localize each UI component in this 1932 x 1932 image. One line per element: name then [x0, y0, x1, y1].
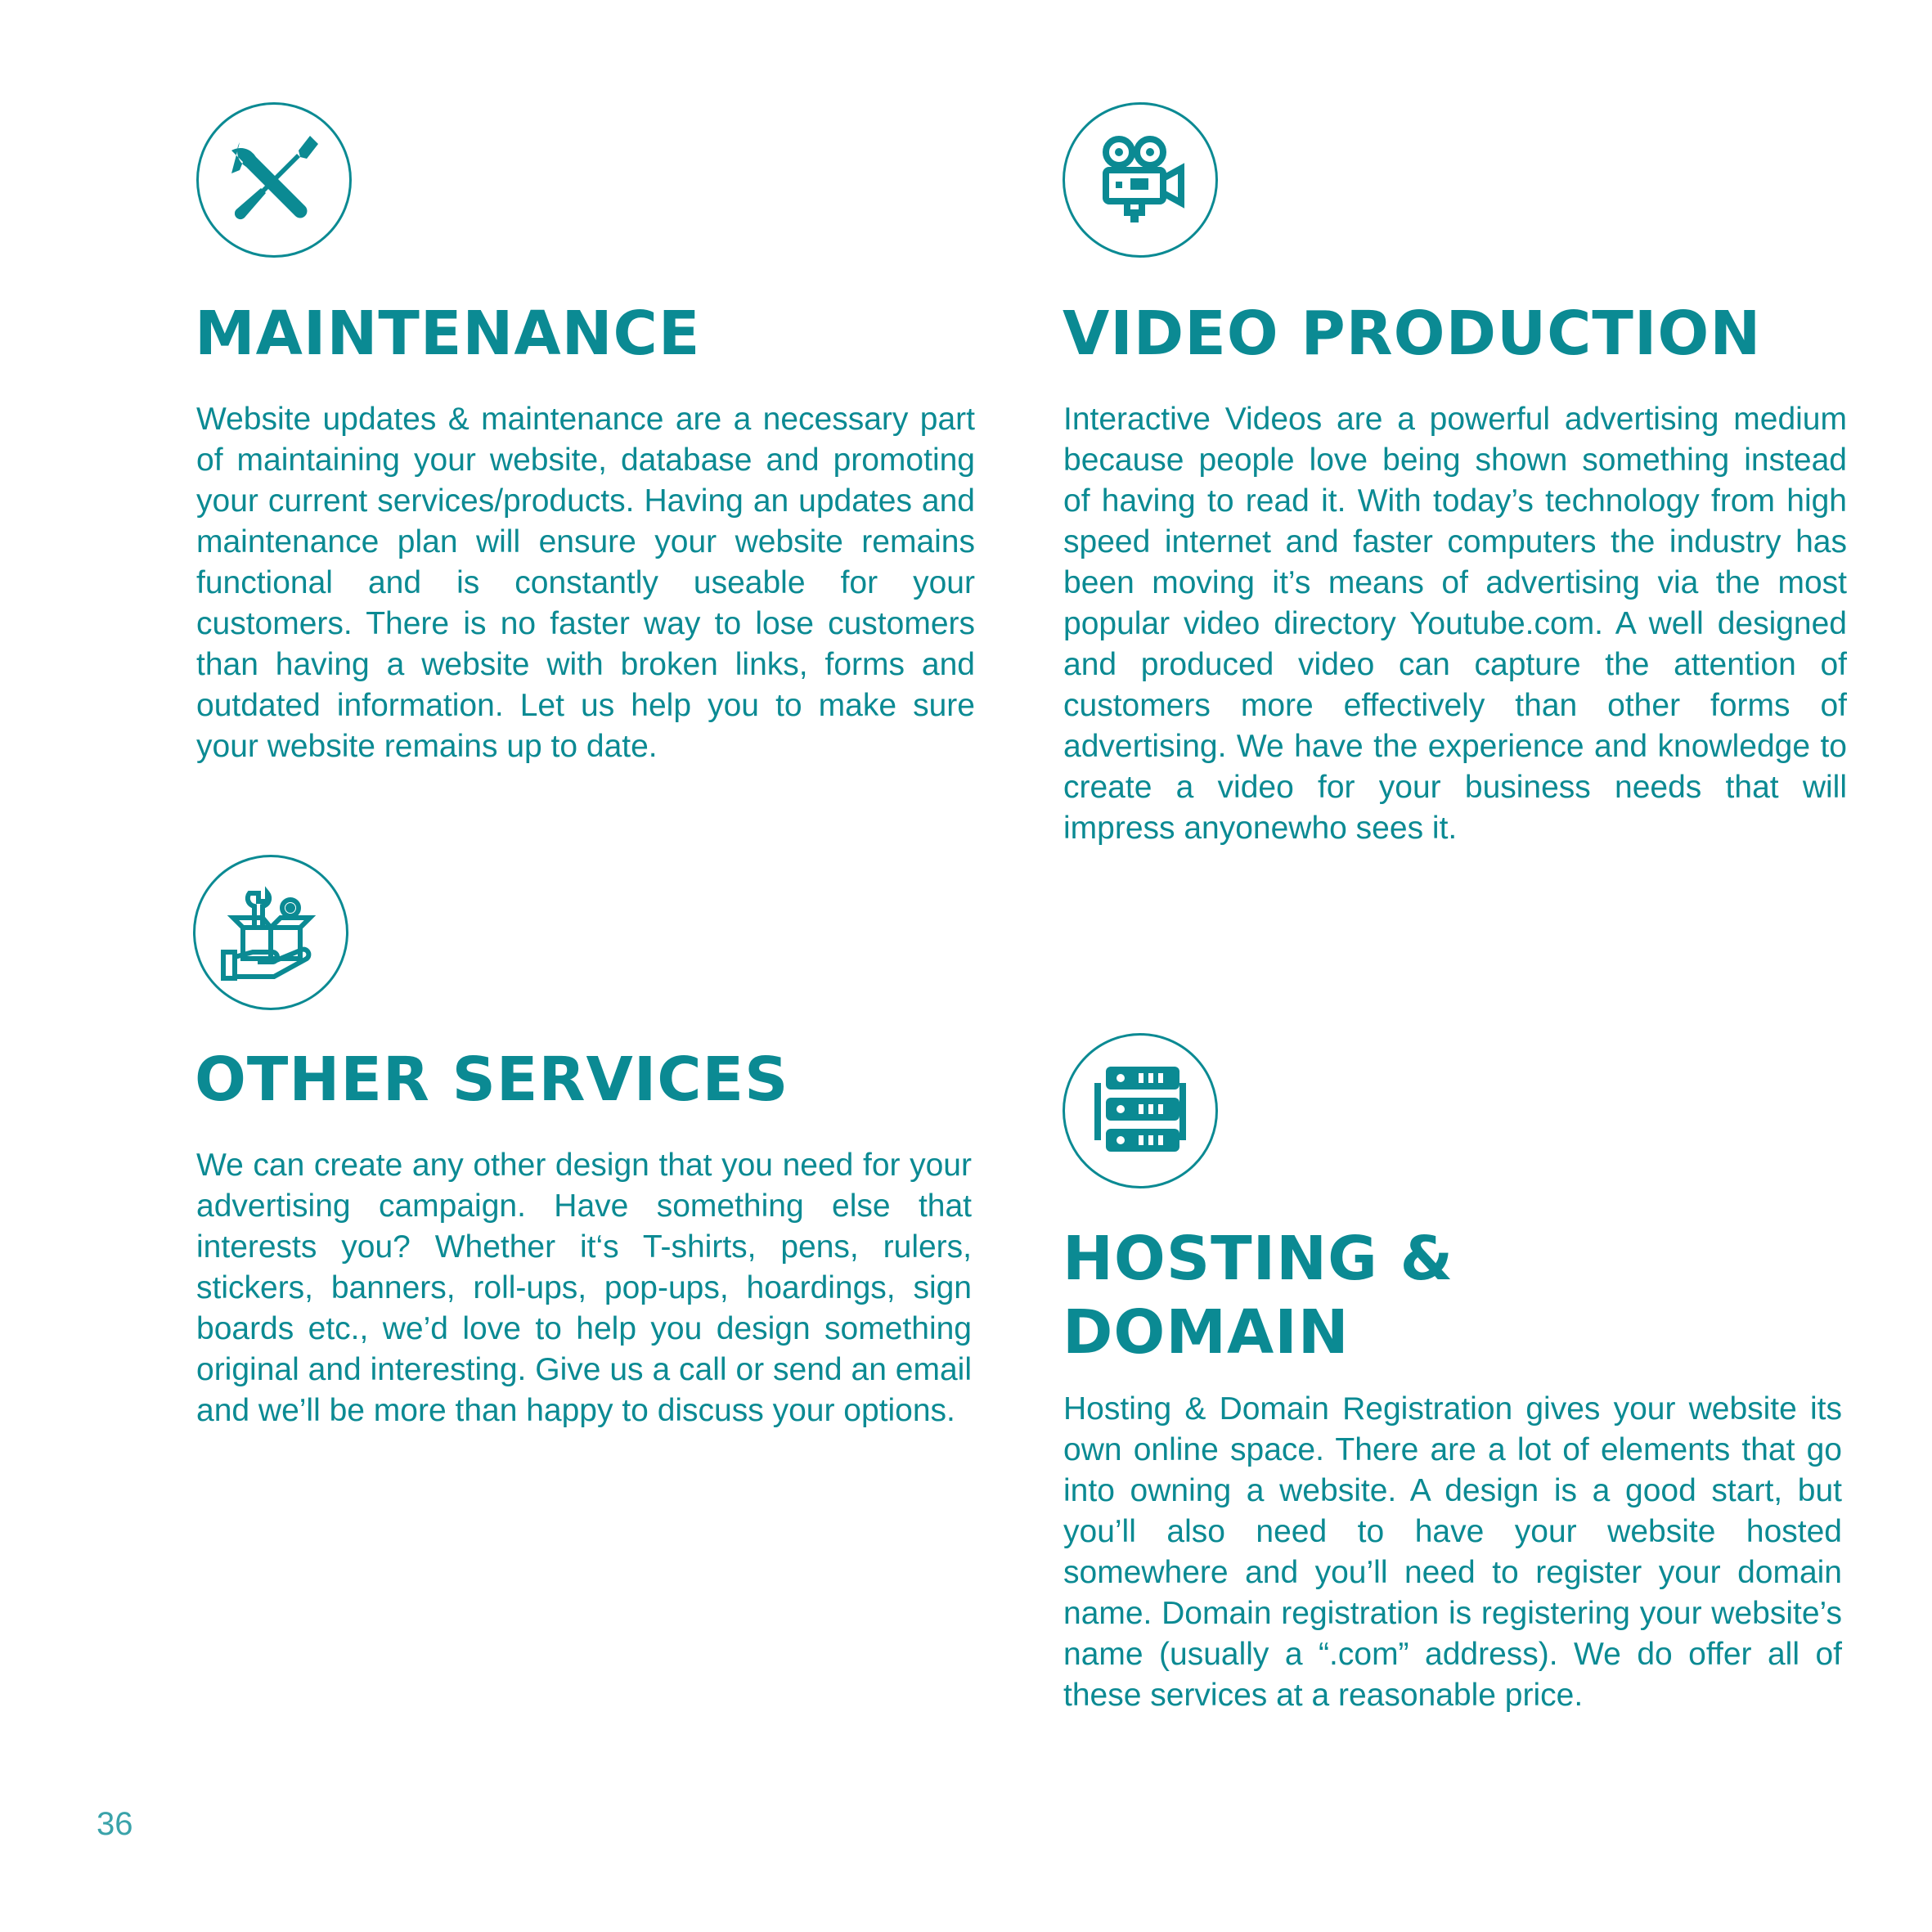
- wrench-screwdriver-icon: [196, 102, 352, 258]
- section-title: VIDEO PRODUCTION: [1063, 299, 1762, 369]
- section-title: MAINTENANCE: [195, 299, 701, 369]
- section-text: Website updates & maintenance are a necessary part of maintaining your website, database and promoting your current services/products. Having an updates and maintenance plan will ensure your website remains functional and is constantly useable for your customers. There is no faster way to lose customers than having a website with broken links, forms and outdated information. Let us help you to make sure your website remains up to date.: [196, 402, 975, 764]
- section-text: We can create any other design that you need for your advertising campaign. Have something else that interests you? Whether it‘s T-shirts, pens, rulers, stickers, banners, roll-ups, pop-ups, hoardings, sign boards etc., we’d love to help you design something original and interesting. Give us a call or send an email and we’ll be more than happy to discuss your options.: [196, 1148, 972, 1428]
- video-camera-icon: [1063, 102, 1218, 258]
- page-number: 36: [97, 1806, 133, 1842]
- section-title-line2: DOMAIN: [1063, 1297, 1350, 1368]
- server-rack-icon: [1063, 1033, 1218, 1188]
- hand-box-tools-icon: [193, 855, 348, 1010]
- section-title: OTHER SERVICES: [195, 1045, 789, 1115]
- section-text: Hosting & Domain Registration gives your website its own online space. There are a lot of elements that go into owning a website. A design is a good start, but you’ll also need to have your website hosted somewhere and you’ll need to register your domain name. Domain registration is registering your website’s name (usually a “.com” address). We do offer all of these services at a reasonable price.: [1063, 1391, 1842, 1713]
- section-text: Interactive Videos are a powerful advertising medium because people love being shown something instead of having to read it. With today’s technology from high speed internet and faster computers the industry has been moving it’s means of advertising via the most popular video directory Youtube.com. A well designed and produced video can capture the attention of customers more effectively than other forms of advertising. We have the experience and knowledge to create a video for your business needs that will impress anyonewho sees it.: [1063, 402, 1847, 846]
- section-title-line1: HOSTING &: [1063, 1224, 1454, 1294]
